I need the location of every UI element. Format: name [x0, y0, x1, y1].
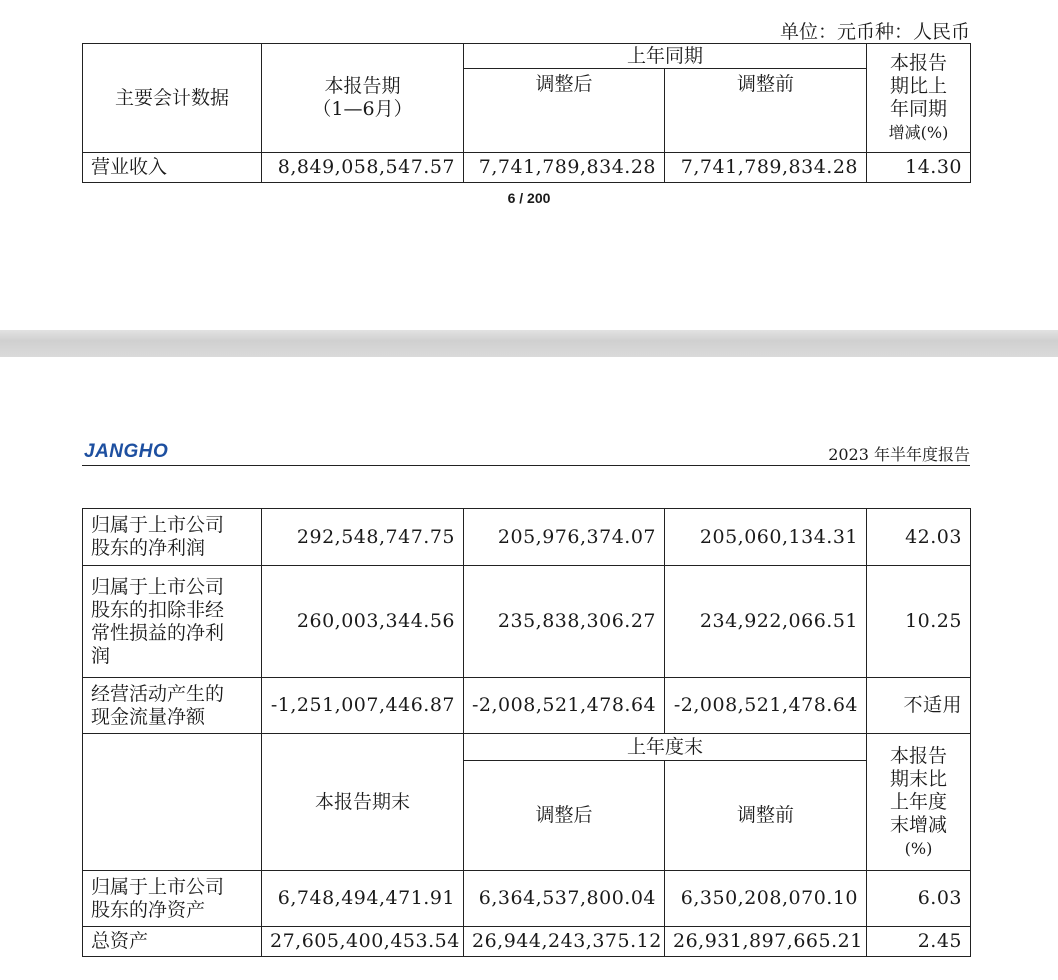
row-current-value: 6,748,494,471.91: [262, 871, 464, 927]
header-change2-line4: 末增减: [889, 813, 947, 836]
header-current-line1: 本报告期: [324, 75, 401, 97]
page-separator: [0, 330, 1058, 357]
table-row: [83, 509, 971, 566]
table-row: [83, 566, 971, 678]
row-label-line4: 润: [91, 644, 111, 667]
header-change-line4: 增减(%): [888, 123, 949, 142]
header-current-line2: （1—6月）: [312, 98, 413, 120]
row-current-value: 27,605,400,453.54: [262, 927, 464, 957]
header-item: 主要会计数据: [114, 86, 229, 109]
jangho-logo: JANGHO: [84, 441, 169, 462]
row-change-value: 10.25: [867, 566, 971, 678]
row-change-value: 42.03: [867, 509, 971, 566]
row-label: [83, 566, 262, 678]
key-accounting-data-table-top: [82, 43, 971, 183]
table-row: [83, 153, 971, 183]
row-change-value: 2.45: [867, 927, 971, 957]
row-label: [83, 927, 262, 957]
row-adjusted-value: 205,976,374.07: [464, 509, 665, 566]
row-current-value: 260,003,344.56: [262, 566, 464, 678]
row-label: [83, 678, 262, 734]
row-label-line1: 总资产: [91, 930, 149, 952]
header-change2-line5: (%): [904, 838, 933, 858]
table-row: [83, 678, 971, 734]
header-change-line2: 期比上: [890, 75, 948, 97]
row-adjusted-value: 6,364,537,800.04: [464, 871, 665, 927]
row-label-line1: 归属于上市公司: [91, 875, 225, 898]
header-change2-line2: 期末比: [889, 767, 947, 790]
header-change-cell: [867, 44, 971, 153]
header-before: 调整前: [665, 69, 867, 153]
row-before-value: 6,350,208,070.10: [665, 871, 867, 927]
row-change-value: 6.03: [867, 871, 971, 927]
row-before-value: 7,741,789,834.28: [665, 153, 867, 183]
page-6: [0, 0, 1058, 330]
row-adjusted-value: 26,944,243,375.12: [464, 927, 665, 957]
row-current-value: -1,251,007,446.87: [262, 678, 464, 734]
unit-currency-line: 单位：元币种：人民币: [779, 21, 970, 43]
header-item-cell: [83, 44, 262, 153]
header-adjusted: 调整后: [464, 69, 665, 153]
row-label: 营业收入: [83, 153, 262, 183]
header-adjusted-2: 调整后: [464, 761, 665, 871]
row-change-value: 14.30: [867, 153, 971, 183]
row-label-line3: 常性损益的净利: [91, 621, 225, 644]
header-prior-group: 上年同期: [464, 44, 867, 69]
report-title: 2023 年半年度报告: [828, 445, 970, 464]
header-before-2: 调整前: [665, 761, 867, 871]
header-change-line1: 本报告: [890, 52, 948, 74]
header-row-1: [83, 44, 971, 69]
row-change-value: 不适用: [867, 678, 971, 734]
header-change2-cell: [867, 734, 971, 871]
row-before-value: 26,931,897,665.21: [665, 927, 867, 957]
row-adjusted-value: -2,008,521,478.64: [464, 678, 665, 734]
row-adjusted-value: 7,741,789,834.28: [464, 153, 665, 183]
header-row-3: [83, 734, 971, 761]
row-label-line2: 股东的净利润: [91, 537, 206, 559]
header-divider: [82, 465, 970, 466]
row-adjusted-value: 235,838,306.27: [464, 566, 665, 678]
header-prior-year-end-group: 上年度末: [464, 734, 867, 761]
row-current-value: 292,548,747.75: [262, 509, 464, 566]
header-current-end: 本报告期末: [262, 734, 464, 871]
row-before-value: -2,008,521,478.64: [665, 678, 867, 734]
row-label-line1: 经营活动产生的: [91, 682, 225, 705]
header-current-cell: [262, 44, 464, 153]
row-label: [83, 509, 262, 566]
row-label-line1: 归属于上市公司: [91, 514, 225, 536]
key-accounting-data-table-bottom: [82, 508, 971, 957]
header-change-line3: 年同期: [890, 98, 948, 120]
row-before-value: 205,060,134.31: [665, 509, 867, 566]
row-current-value: 8,849,058,547.57: [262, 153, 464, 183]
page-number: 6 / 200: [507, 190, 551, 206]
row-before-value: 234,922,066.51: [665, 566, 867, 678]
header-change2-line3: 上年度: [889, 790, 947, 813]
header-empty-cell: [83, 734, 262, 871]
header-change2-line1: 本报告: [889, 744, 947, 767]
table-row: [83, 871, 971, 927]
row-label-line1: 归属于上市公司: [91, 575, 225, 598]
row-label-line2: 股东的净资产: [91, 898, 206, 921]
table-row: [83, 927, 971, 957]
row-label-line2: 股东的扣除非经: [91, 598, 225, 621]
row-label: [83, 871, 262, 927]
row-label-line2: 现金流量净额: [91, 705, 206, 728]
